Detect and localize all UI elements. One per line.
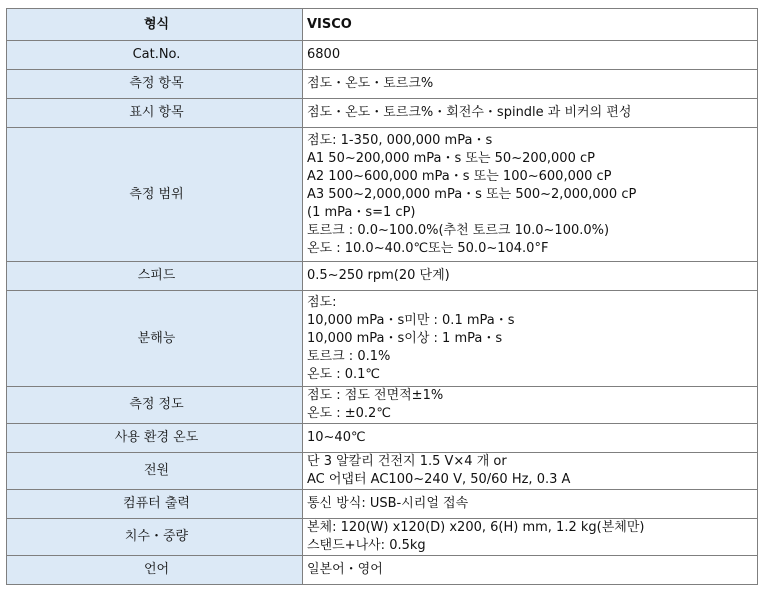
spec-value-line: 스탠드+나사: 0.5kg [307, 538, 426, 553]
table-row [7, 556, 758, 585]
spec-value-line: A1 50~200,000 mPa・s 또는 50~200,000 cP [307, 150, 595, 166]
spec-label-cell: 언어 [7, 556, 303, 585]
spec-value-line: 점도: [307, 294, 337, 310]
spec-value-cell [303, 424, 758, 453]
spec-label-cell: 스피드 [7, 262, 303, 291]
spec-value-line: 본체: 120(W) x120(D) x200, 6(H) mm, 1.2 kg(본체만) [307, 520, 645, 535]
spec-value-line: 점도: 1-350, 000,000 mPa・s [307, 132, 493, 148]
spec-value-cell [303, 387, 758, 424]
spec-value-cell [303, 128, 758, 262]
spec-value-cell [303, 519, 758, 556]
table-row [7, 70, 758, 99]
spec-value-line: 온도 : ±0.2℃ [307, 406, 391, 421]
spec-value-line: 10,000 mPa・s이상 : 1 mPa・s [307, 330, 503, 346]
table-row [7, 490, 758, 519]
table-row [7, 291, 758, 387]
table-row [7, 387, 758, 424]
spec-label-cell: 측정 범위 [7, 128, 303, 262]
spec-value-line: 6800 [307, 47, 341, 62]
spec-value-cell [303, 99, 758, 128]
spec-value-line: 점도・온도・토르크% [307, 76, 434, 91]
spec-value-line: 온도 : 10.0~40.0℃또는 50.0~104.0°F [307, 240, 549, 256]
spec-label-cell: 표시 항목 [7, 99, 303, 128]
spec-label-cell: 치수・중량 [7, 519, 303, 556]
spec-value-line: 단 3 알칼리 건전지 1.5 V×4 개 or [307, 454, 507, 469]
table-row [7, 41, 758, 70]
spec-table-container [6, 8, 758, 585]
spec-label-cell: 사용 환경 온도 [7, 424, 303, 453]
spec-value-line: AC 어댑터 AC100~240 V, 50/60 Hz, 0.3 A [307, 472, 571, 487]
spec-value-line: 온도 : 0.1℃ [307, 366, 381, 382]
table-row [7, 519, 758, 556]
spec-value-line: 토르크 : 0.1% [307, 348, 391, 364]
spec-value-cell [303, 490, 758, 519]
spec-value-line: A2 100~600,000 mPa・s 또는 100~600,000 cP [307, 168, 612, 184]
spec-value-cell [303, 41, 758, 70]
table-row [7, 99, 758, 128]
spec-value-line: (1 mPa・s=1 cP) [307, 204, 416, 220]
spec-value-cell [303, 262, 758, 291]
spec-label-cell: 측정 항목 [7, 70, 303, 99]
spec-value-cell [303, 291, 758, 387]
table-row [7, 453, 758, 490]
table-row [7, 424, 758, 453]
table-row [7, 128, 758, 262]
spec-value-cell [303, 556, 758, 585]
spec-value-line: 10~40℃ [307, 430, 366, 445]
spec-table [6, 8, 758, 585]
spec-label-cell: 측정 정도 [7, 387, 303, 424]
spec-value-line: A3 500~2,000,000 mPa・s 또는 500~2,000,000 cP [307, 186, 637, 202]
spec-value-line: 0.5~250 rpm(20 단계) [307, 268, 450, 283]
spec-value-line: 점도・온도・토르크%・회전수・spindle 과 비커의 편성 [307, 105, 632, 120]
spec-value-line: 점도 : 점도 전면적±1% [307, 388, 444, 403]
spec-value-line: 10,000 mPa・s미만 : 0.1 mPa・s [307, 312, 515, 328]
spec-value-line: 토르크 : 0.0~100.0%(추천 토르크 10.0~100.0%) [307, 222, 610, 238]
table-row [7, 262, 758, 291]
spec-label-cell: 컴퓨터 출력 [7, 490, 303, 519]
spec-table-body [7, 9, 758, 585]
spec-label-cell: 전원 [7, 453, 303, 490]
spec-label-cell: Cat.No. [7, 41, 303, 70]
header-value-cell: VISCO [303, 9, 758, 41]
spec-value-line: 일본어・영어 [307, 562, 383, 577]
header-key-cell: 형식 [7, 9, 303, 41]
spec-value-cell [303, 453, 758, 490]
spec-value-line: 통신 방식: USB-시리얼 접속 [307, 496, 469, 511]
table-header-row [7, 9, 758, 41]
spec-value-cell [303, 70, 758, 99]
spec-label-cell: 분해능 [7, 291, 303, 387]
